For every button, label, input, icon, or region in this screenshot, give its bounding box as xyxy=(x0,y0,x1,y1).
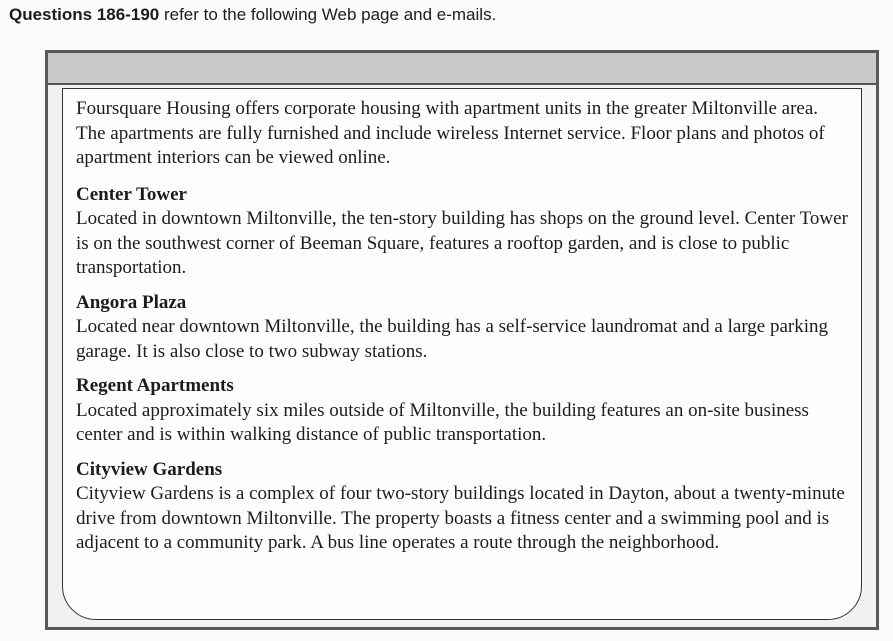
intro-paragraph: Foursquare Housing offers corporate housing with apartment units in the greater Miltonville area. The apartments are fully furnished and include wireless Internet service. Floor plans and photos of apartment interiors can be viewed online. xyxy=(76,98,825,168)
browser-title-bar xyxy=(48,53,876,85)
listing-description: Cityview Gardens is a complex of four two-story buildings located in Dayton, about a twenty-minute drive from downtown Miltonville. The property boasts a fitness center and a swimming pool and is adjacent to a community park. A bus line operates a route through the neighborhood. xyxy=(76,483,845,553)
listing-title: Regent Apartments xyxy=(76,375,234,396)
listing-title: Cityview Gardens xyxy=(76,458,223,480)
listing-title: Center Tower xyxy=(76,183,187,205)
listing-description: Located near downtown Miltonville, the building has a self-service laundromat and a large parking garage. It is also close to two subway stations. xyxy=(76,316,829,362)
listing-center-tower xyxy=(76,183,851,281)
listing-title: Angora Plaza xyxy=(76,291,187,313)
listing-description: Located in downtown Miltonville, the ten-story building has shops on the ground level. Center Tower is on the southwest corner of Beeman Square, features a rooftop garden, and is close to public transportation. xyxy=(76,208,848,278)
question-header xyxy=(9,3,496,27)
listing-angora-plaza xyxy=(76,291,851,365)
web-page-frame xyxy=(45,50,879,630)
listing-cityview-gardens xyxy=(76,458,851,556)
question-range: Questions 186-190 xyxy=(9,5,160,24)
question-instruction: refer to the following Web page and e-mails. xyxy=(159,5,497,24)
web-page-content xyxy=(62,88,862,620)
listing-description: Located approximately six miles outside of Miltonville, the building features an on-site business center and is within walking distance of public transportation. xyxy=(76,399,809,445)
listing-regent-apartments xyxy=(76,374,851,448)
